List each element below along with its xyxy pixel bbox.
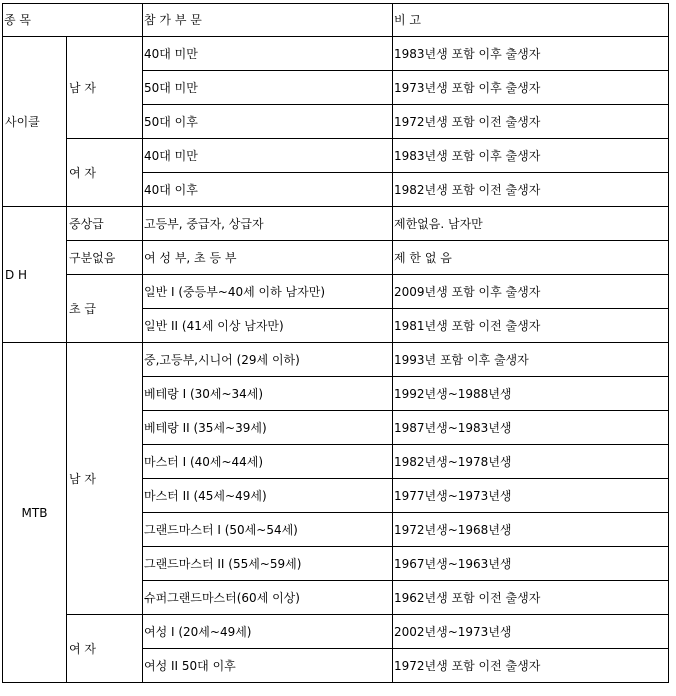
note-cell: 1981년생 포함 이전 출생자 — [393, 309, 669, 343]
note-cell: 1983년생 포함 이후 출생자 — [393, 37, 669, 71]
note-cell: 제 한 없 음 — [393, 241, 669, 275]
header-row — [3, 4, 669, 37]
note-cell: 1987년생~1983년생 — [393, 411, 669, 445]
table-row — [3, 275, 669, 309]
subgroup-cycle-male: 남 자 — [67, 37, 143, 139]
note-cell: 제한없음. 남자만 — [393, 207, 669, 241]
division-cell: 슈퍼그랜드마스터(60세 이상) — [143, 581, 393, 615]
table-row — [3, 615, 669, 649]
division-cell: 그랜드마스터 II (55세~59세) — [143, 547, 393, 581]
note-cell: 2002년생~1973년생 — [393, 615, 669, 649]
division-cell: 40대 미만 — [143, 37, 393, 71]
division-cell: 마스터 II (45세~49세) — [143, 479, 393, 513]
subgroup-dh-advanced: 중상급 — [67, 207, 143, 241]
division-cell: 50대 미만 — [143, 71, 393, 105]
subgroup-cycle-female: 여 자 — [67, 139, 143, 207]
table-row — [3, 241, 669, 275]
division-cell: 여성 II 50대 이후 — [143, 649, 393, 683]
table-row — [3, 207, 669, 241]
division-cell: 베테랑 II (35세~39세) — [143, 411, 393, 445]
division-cell: 50대 이후 — [143, 105, 393, 139]
division-cell: 마스터 I (40세~44세) — [143, 445, 393, 479]
table-row — [3, 343, 669, 377]
note-cell: 1982년생 포함 이전 출생자 — [393, 173, 669, 207]
division-cell: 일반 I (중등부~40세 이하 남자만) — [143, 275, 393, 309]
note-cell: 1962년생 포함 이전 출생자 — [393, 581, 669, 615]
note-cell: 2009년생 포함 이후 출생자 — [393, 275, 669, 309]
note-cell: 1983년생 포함 이후 출생자 — [393, 139, 669, 173]
division-cell: 중,고등부,시니어 (29세 이하) — [143, 343, 393, 377]
subgroup-dh-none: 구분없음 — [67, 241, 143, 275]
note-cell: 1972년생 포함 이전 출생자 — [393, 105, 669, 139]
note-cell: 1992년생~1988년생 — [393, 377, 669, 411]
sport-cycle: 사이클 — [3, 37, 67, 207]
division-cell: 베테랑 I (30세~34세) — [143, 377, 393, 411]
subgroup-mtb-female: 여 자 — [67, 615, 143, 683]
division-cell: 여 성 부, 초 등 부 — [143, 241, 393, 275]
note-cell: 1993년 포함 이후 출생자 — [393, 343, 669, 377]
subgroup-mtb-male: 남 자 — [67, 343, 143, 615]
division-cell: 그랜드마스터 I (50세~54세) — [143, 513, 393, 547]
division-cell: 고등부, 중급자, 상급자 — [143, 207, 393, 241]
subgroup-dh-beginner: 초 급 — [67, 275, 143, 343]
note-cell: 1982년생~1978년생 — [393, 445, 669, 479]
header-note: 비 고 — [393, 4, 669, 37]
table-row — [3, 37, 669, 71]
note-cell: 1977년생~1973년생 — [393, 479, 669, 513]
division-cell: 40대 이후 — [143, 173, 393, 207]
division-cell: 일반 II (41세 이상 남자만) — [143, 309, 393, 343]
header-division: 참 가 부 문 — [143, 4, 393, 37]
note-cell: 1972년생~1968년생 — [393, 513, 669, 547]
header-sport: 종 목 — [3, 4, 143, 37]
category-table — [2, 3, 669, 683]
division-cell: 40대 미만 — [143, 139, 393, 173]
table-row — [3, 139, 669, 173]
division-cell: 여성 I (20세~49세) — [143, 615, 393, 649]
note-cell: 1967년생~1963년생 — [393, 547, 669, 581]
sport-dh: D H — [3, 207, 67, 343]
note-cell: 1972년생 포함 이전 출생자 — [393, 649, 669, 683]
sport-mtb: MTB — [3, 343, 67, 683]
note-cell: 1973년생 포함 이후 출생자 — [393, 71, 669, 105]
